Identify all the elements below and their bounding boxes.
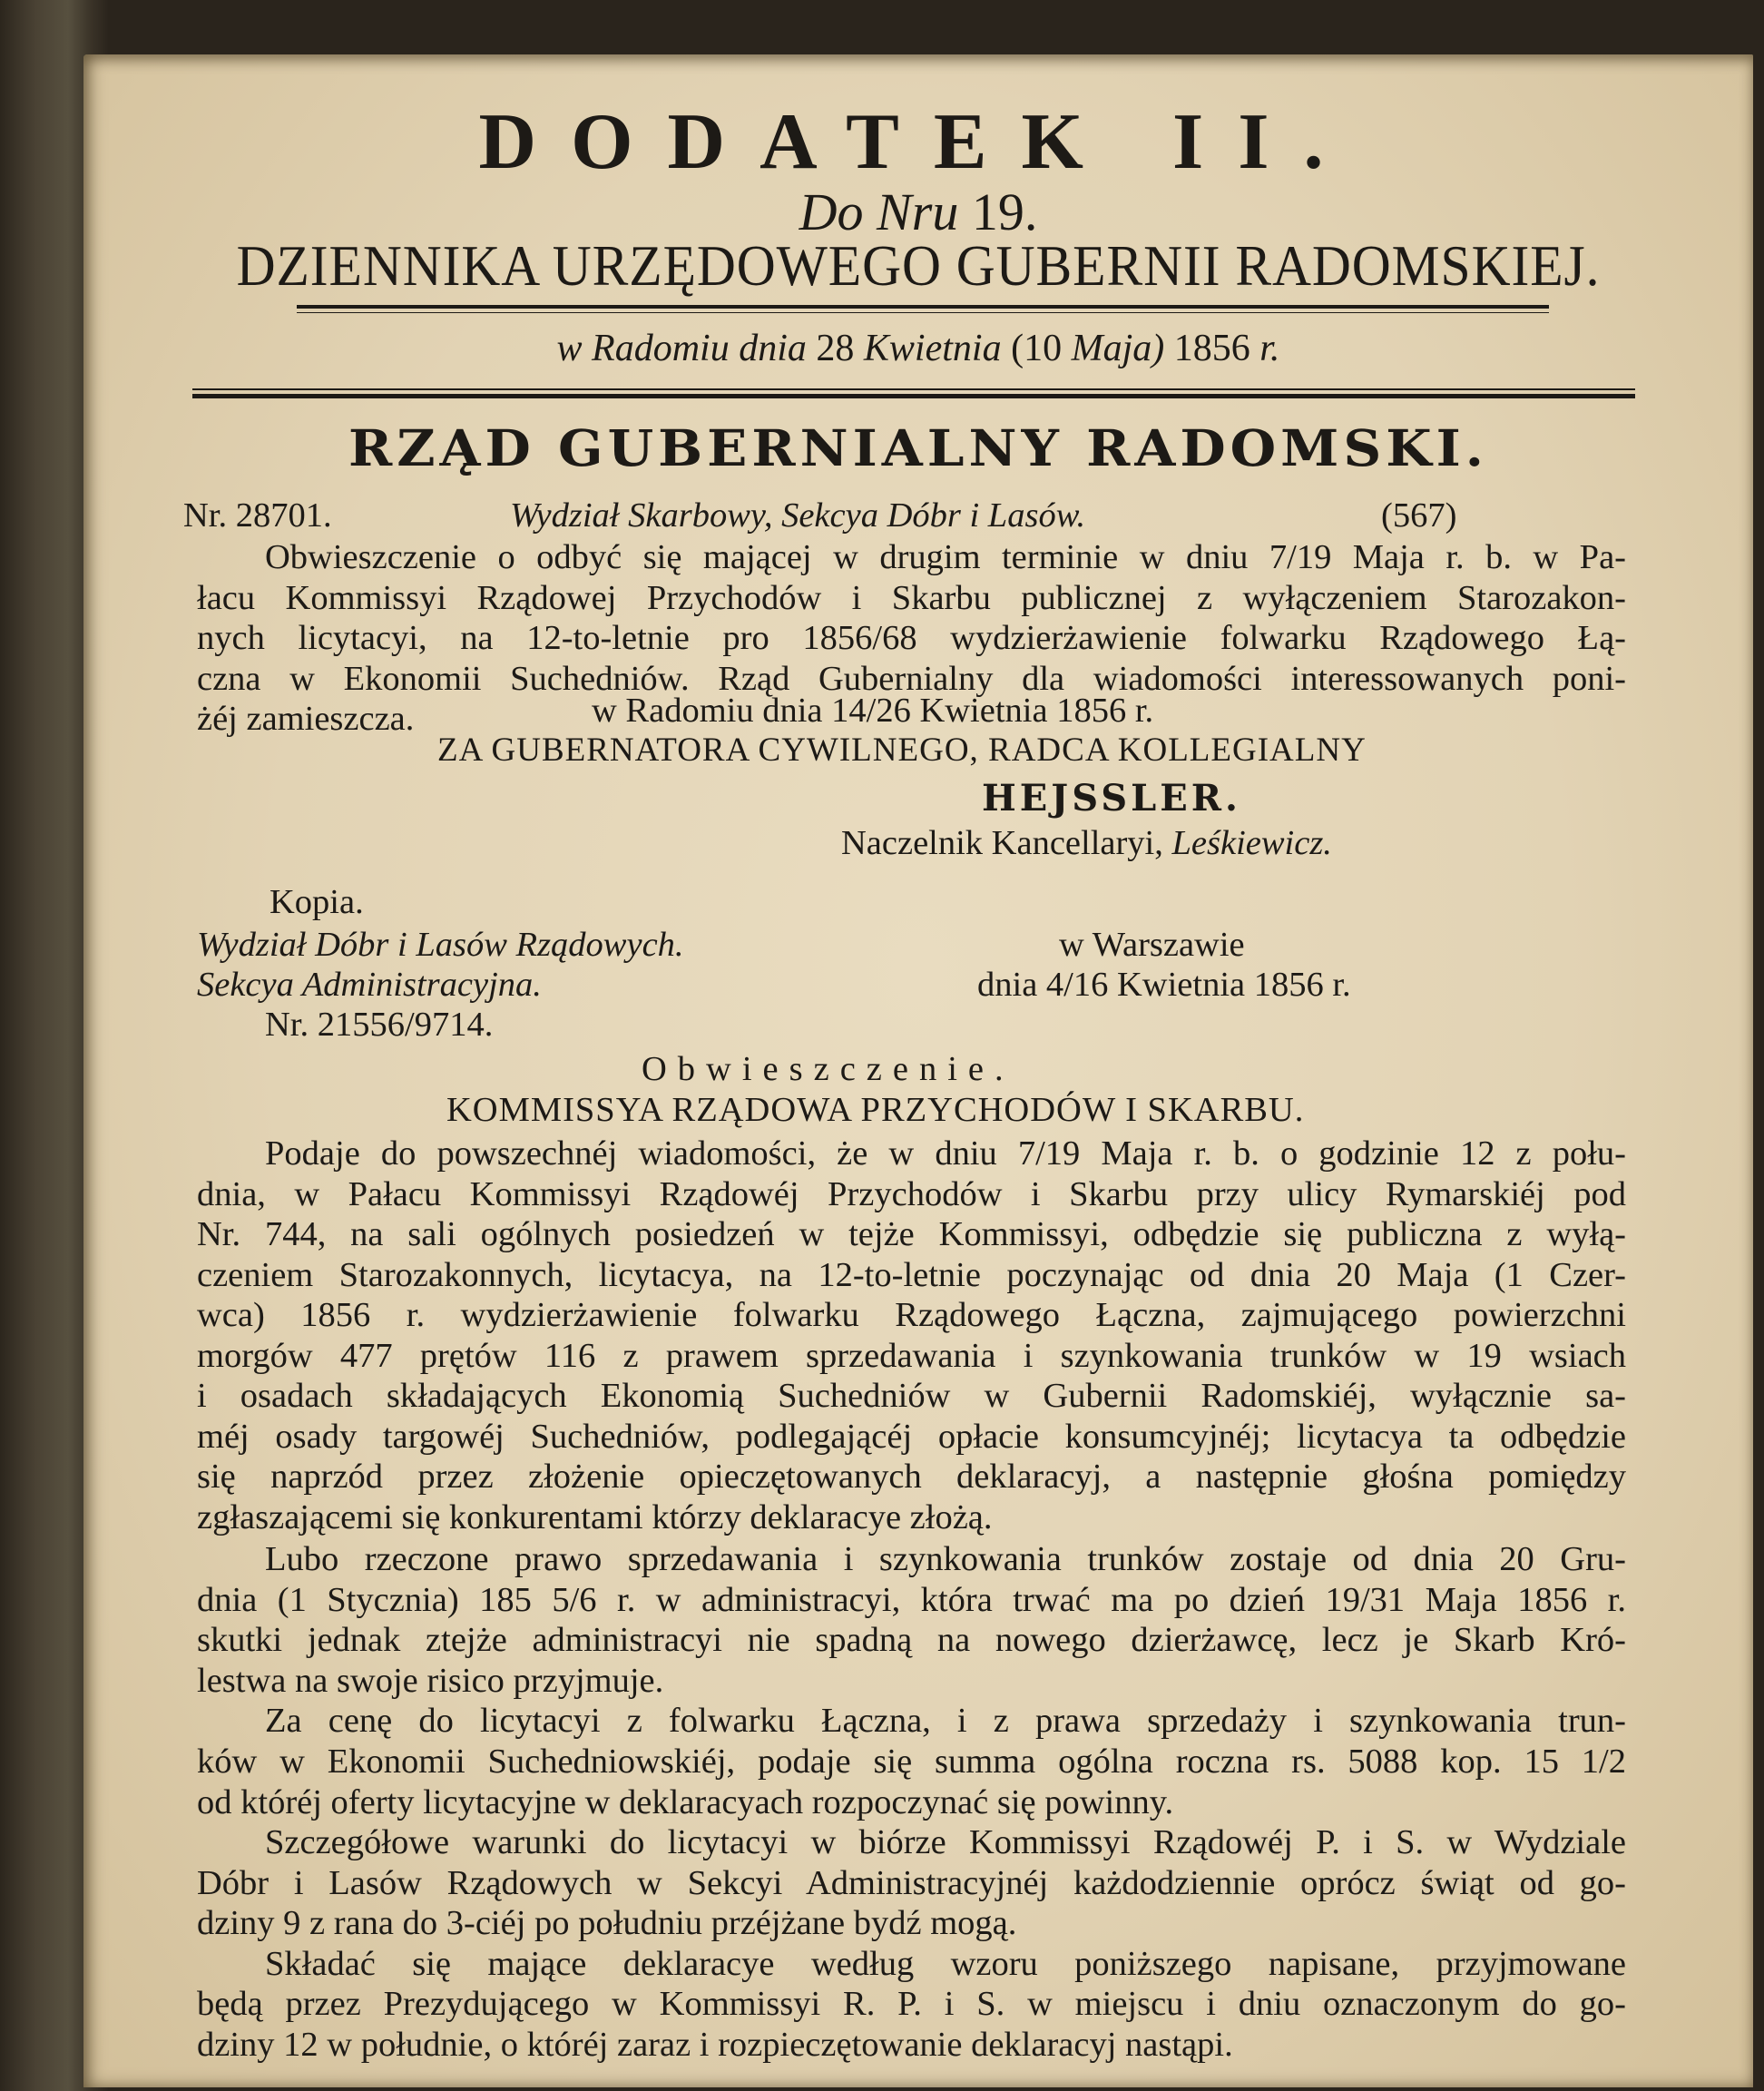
notice2-line: Nr. 744, na sali ogólnych posiedzeń w tejże Kommissyi, odbędzie się publiczna z wyłą-	[197, 1215, 1626, 1254]
notice1-line: łacu Kommissyi Rządowej Przychodów i Skarbu publicznej z wyłączeniem Starozakon-	[197, 578, 1626, 617]
notice2-line: Dóbr i Lasów Rządowych w Sekcyi Administracyjnéj każdodziennie oprócz świąt od go-	[197, 1863, 1626, 1902]
notice1-signature-name: HEJSSLER.	[982, 777, 1241, 820]
notice2-line: się naprzód przez złożenie opieczętowanych deklaracyj, a następnie głośna pomiędzy	[197, 1458, 1626, 1497]
notice2-line: zgłaszającemi się konkurentami którzy deklaracye złożą.	[197, 1497, 993, 1536]
supplement-title: DODATEK II.	[478, 98, 1358, 186]
issue-number-value: 19.	[971, 182, 1038, 241]
notice1-chancellery	[841, 826, 1332, 861]
notice1-number: Nr. 28701.	[183, 496, 332, 535]
notice2-number: Nr. 21556/9714.	[265, 1006, 494, 1044]
notice2-line: Składać się mające deklaracye według wzoru poniższego napisane, przyjmowane	[265, 1944, 1626, 1983]
notice1-department: Wydział Skarbowy, Sekcya Dóbr i Lasów.	[510, 496, 1086, 535]
journal-name: DZIENNIKA URZĘDOWEGO GUBERNII RADOMSKIEJ.	[236, 233, 1601, 298]
notice2-line: wca) 1856 r. wydzierżawienie folwarku Rządowego Łączna, zajmującego powierzchni	[197, 1296, 1626, 1335]
notice1-place-date: w Radomiu dnia 14/26 Kwietnia 1856 r.	[592, 691, 1154, 730]
notice2-line: ków w Ekonomii Suchedniowskiéj, podaje się summa ogólna roczna rs. 5088 kop. 15 1/2	[197, 1742, 1626, 1781]
notice1-line: czna w Ekonomii Suchedniów. Rząd Gubernialny dla wiadomości interessowanych poni-	[197, 659, 1626, 698]
notice2-authority: KOMMISSYA RZĄDOWA PRZYCHODÓW I SKARBU.	[446, 1090, 1305, 1129]
issue-prefix: Do Nru	[799, 182, 959, 241]
notice2-line: dnia, w Pałacu Kommissyi Rządowéj Przychodów i Skarbu przy ulicy Rymarskiéj pod	[197, 1174, 1626, 1213]
dateline-year: 1856	[1173, 328, 1250, 369]
section-heading: RZĄD GUBERNIALNY RADOMSKI.	[348, 418, 1488, 478]
notice2-line: dziny 12 w południe, o któréj zaraz i rozpieczętowanie deklaracyj nastąpi.	[197, 2025, 1233, 2064]
chancellery-label: Naczelnik Kancellaryi,	[841, 824, 1163, 863]
dateline-month: Kwietnia	[863, 328, 1002, 369]
notice1-line: Obwieszczenie o odbyć się mającej w drugim terminie w dniu 7/19 Maja r. b. w Pa-	[265, 537, 1626, 576]
notice2-section: Sekcya Administracyjna.	[197, 966, 542, 1005]
dateline-day: 28	[816, 328, 855, 369]
notice2-line: Lubo rzeczone prawo sprzedawania i szynkowania trunków zostaje od dnia 20 Gru-	[265, 1540, 1626, 1579]
notice2-line: Szczegółowe warunki do licytacyi w biórze Kommissyi Rządowéj P. i S. w Wydziale	[265, 1823, 1626, 1862]
notice2-place: w Warszawie	[1059, 925, 1245, 964]
notice2-line: dziny 9 z rana do 3-ciéj po południu przéjżane bydź mogą.	[197, 1904, 1017, 1943]
copy-label: Kopia.	[270, 883, 364, 922]
notice2-title: Obwieszczenie.	[642, 1050, 1014, 1089]
notice2-line: Za cenę do licytacyi z folwarku Łączna, i z prawa sprzedaży i szynkowania trun-	[265, 1702, 1626, 1741]
notice2-line: lestwa na swoje risico przyjmuje.	[197, 1661, 664, 1700]
notice2-line: będą przez Prezydującego w Kommissyi R. P. i S. w miejscu i dniu oznaczonym do go-	[197, 1985, 1626, 2024]
notice2-line: czeniem Starozakonnych, licytacya, na 12-to-letnie poczynając od dnia 20 Maja (1 Czer-	[197, 1255, 1626, 1294]
dateline-suffix: r.	[1259, 328, 1280, 369]
notice1-line-end: żéj zamieszcza.	[197, 700, 415, 739]
notice2-date: dnia 4/16 Kwietnia 1856 r.	[977, 966, 1351, 1005]
notice1-ref: (567)	[1381, 496, 1457, 535]
notice2-line: Podaje do powszechnéj wiadomości, że w dniu 7/19 Maja r. b. o godzinie 12 z połu-	[265, 1134, 1626, 1173]
notice1-line: nych licytacyi, na 12-to-letnie pro 1856/68 wydzierżawienie folwarku Rządowego Łą-	[197, 619, 1626, 658]
dateline-month-new: Maja)	[1071, 328, 1165, 369]
notice2-line: skutki jednak ztejże administracyi nie spadną na nowego dzierżawcę, lecz je Skarb Kró-	[197, 1621, 1626, 1660]
notice2-line: dnia (1 Stycznia) 185 5/6 r. w administracyi, która trwać ma po dzień 19/31 Maja 1856 r.	[197, 1580, 1626, 1619]
notice2-department: Wydział Dóbr i Lasów Rządowych.	[197, 925, 684, 964]
notice2-line: morgów 477 prętów 116 z prawem sprzedawania i szynkowania trunków w 19 wsiach	[197, 1336, 1626, 1375]
newspaper-page	[83, 54, 1753, 2087]
chancellery-name: Leśkiewicz.	[1171, 824, 1332, 863]
notice2-line: i osadach składających Ekonomią Suchedniów w Gubernii Radomskiéj, wyłącznie sa-	[197, 1377, 1626, 1416]
notice1-signature-line: ZA GUBERNATORA CYWILNEGO, RADCA KOLLEGIALNY	[437, 731, 1367, 770]
dateline-day-new: (10	[1011, 328, 1063, 369]
notice2-line: od któréj oferty licytacyjne w deklaracyach rozpoczynać się powinny.	[197, 1782, 1174, 1821]
notice2-line: méj osady targowéj Suchedniów, podlegającéj opłacie konsumcyjnéj; licytacya ta odbędzie	[197, 1417, 1626, 1456]
document-body	[83, 54, 1753, 2087]
dateline-place: w Radomiu dnia	[556, 328, 807, 369]
